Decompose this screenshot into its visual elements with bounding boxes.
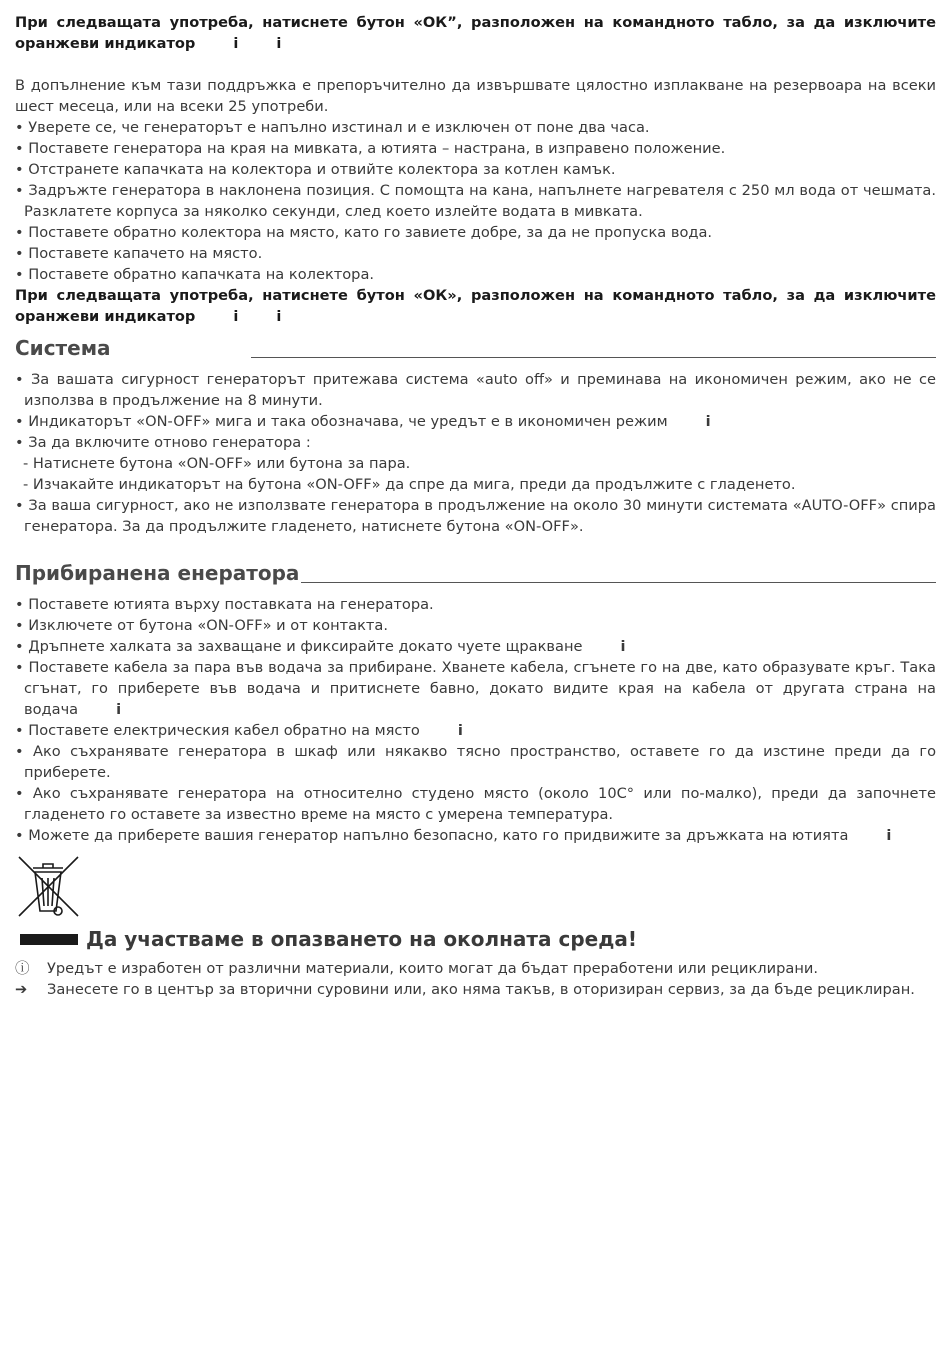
indicator-glyph: i xyxy=(116,701,122,718)
document-page xyxy=(15,12,936,1000)
system-list xyxy=(15,369,936,453)
sub-item: - Изчакайте индикаторът на бутона «ON-OFF» да спре да мига, преди да продължите с гладенето. xyxy=(23,476,796,493)
list-item: • Поставете обратно капачката на колектора. xyxy=(15,266,375,283)
section-title: Прибиранена енератора xyxy=(15,561,300,585)
list-item: • Задръжте генератора в наклонена позиция. С помощта на кана, напълнете нагревателя с 250 мл вода от чешмата. Разклатете корпуса за няколко секунди, след което излейте водата в мивката. xyxy=(15,182,936,220)
instruction-bold: При следващата употреба, натиснете бутон «ОК», разположен на командното табло, за да изключите оранжеви индикатор i i xyxy=(15,287,936,325)
list-item: • Поставете ютията върху поставката на генератора. xyxy=(15,596,434,613)
indicator-glyph: i xyxy=(620,638,626,655)
intro-paragraph: В допълнение към тази поддръжка е препоръчително да извършвате цялостно изплакване на резервоара на всеки шест месеца, или на всеки 25 употреби. xyxy=(15,77,936,115)
indicator-glyph: i xyxy=(233,308,239,325)
indicator-glyph: i xyxy=(276,308,282,325)
list-item: • Изключете от бутона «ON-OFF» и от контакта. xyxy=(15,617,388,634)
arrow-right-icon: ➔ xyxy=(15,981,28,998)
info-circle-icon: ⓘ xyxy=(15,960,30,977)
env-note: ➔ Занесете го в център за вторични суровини или, ако няма такъв, в оторизиран сервиз, за да бъде рециклиран. xyxy=(15,981,915,998)
list-item: • Ако съхранявате генератора в шкаф или някакво тясно пространство, оставете го да изстине преди да го приберете. xyxy=(15,743,936,781)
list-item: • За ваша сигурност, ако не използвате генератора в продължение на около 30 минути системата «AUTO-OFF» спира генератора. За да продължите гладенето, натиснете бутона «ON-OFF». xyxy=(15,497,936,535)
indicator-glyph: i xyxy=(457,722,463,739)
rinse-steps-list xyxy=(15,117,936,285)
heading-rule xyxy=(251,357,936,358)
storage-list xyxy=(15,594,936,846)
section-heading-system xyxy=(15,333,936,363)
list-item: • Индикаторът «ON-OFF» мига и така обозначава, че уредът е в икономичен режим i xyxy=(15,413,711,430)
list-item: • Уверете се, че генераторът е напълно изстинал и е изключен от поне два часа. xyxy=(15,119,650,136)
list-item: • Поставете електрическия кабел обратно на място i xyxy=(15,722,463,739)
black-bar xyxy=(20,934,78,945)
list-item: • Поставете капачето на място. xyxy=(15,245,263,262)
system-list-end xyxy=(15,495,936,537)
list-item: • Поставете генератора на края на мивката, а ютията – настрана, в изправено положение. xyxy=(15,140,726,157)
crossed-bin-icon xyxy=(16,854,82,922)
indicator-glyph: i xyxy=(233,35,239,52)
section-heading-storage xyxy=(15,558,936,588)
indicator-glyph: i xyxy=(886,827,892,844)
sub-item: - Натиснете бутона «ON-OFF» или бутона за пара. xyxy=(23,455,411,472)
env-note: ⓘ Уредът е изработен от различни материали, които могат да бъдат преработени или рециклирани. xyxy=(15,960,818,977)
list-item: • Поставете кабела за пара във водача за прибиране. Хванете кабела, сгънете го на две, като образувате кръг. Така сгънат, го приберете във водача и притиснете бавно, докато видите края на кабела от другата страна на водача i xyxy=(15,659,936,718)
list-item: • Можете да приберете вашия генератор напълно безопасно, като го придвижите за дръжката на ютията i xyxy=(15,827,892,844)
environment-title: Да участваме в опазването на околната среда! xyxy=(86,927,637,951)
section-title: Система xyxy=(15,336,111,360)
list-item: • За да включите отново генератора : xyxy=(15,434,311,451)
list-item: • Поставете обратно колектора на място, като го завиете добре, за да не пропуска вода. xyxy=(15,224,713,241)
indicator-glyph: i xyxy=(705,413,711,430)
list-item: • За вашата сигурност генераторът притежава система «auto off» и преминава на икономичен режим, ако не се използва в продължение на 8 минути. xyxy=(15,371,936,409)
list-item: • Отстранете капачката на колектора и отвийте колектора за котлен камък. xyxy=(15,161,616,178)
list-item: • Дръпнете халката за захващане и фиксирайте докато чуете щракване i xyxy=(15,638,626,655)
instruction-bold: При следващата употреба, натиснете бутон «ОК”, разположен на командното табло, за да изключите оранжеви индикатор i i xyxy=(15,14,936,52)
environment-heading xyxy=(15,924,936,954)
indicator-glyph: i xyxy=(276,35,282,52)
list-item: • Ако съхранявате генератора на относително студено място (около 10C° или по-малко), преди да започнете гладенето го оставете за известно време на място с умерена температура. xyxy=(15,785,937,823)
heading-rule xyxy=(301,582,936,583)
